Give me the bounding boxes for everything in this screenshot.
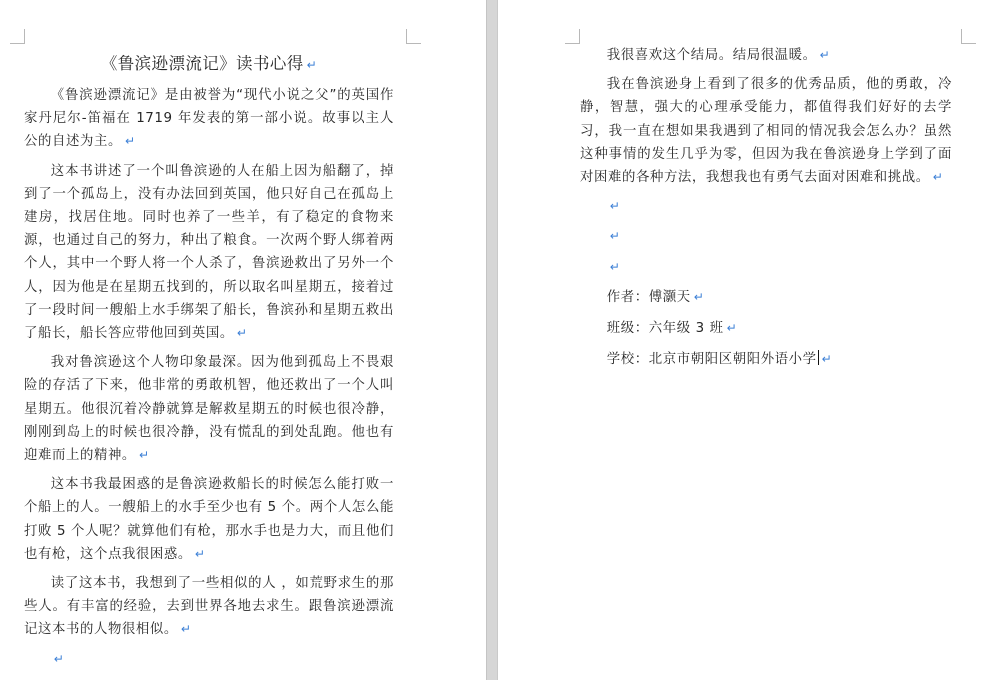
crop-mark-top-left (565, 29, 580, 44)
empty-paragraph[interactable] (580, 195, 952, 218)
empty-paragraph[interactable] (580, 225, 952, 248)
empty-paragraph[interactable] (24, 648, 394, 671)
paragraph-4[interactable]: 这本书我最困惑的是鲁滨逊救船长的时候怎么能打败一个船上的人。一艘船上的水手至少也有 5 个。两个人怎么能打败 5 个人呢？就算他们有枪，那水手也是力大，而且他们也有枪，这个点我很困惑。 ↵ (24, 477, 394, 562)
page-gutter (486, 0, 498, 680)
paragraph-mark-icon: ↵ (306, 58, 318, 72)
paragraph-mark-icon: ↵ (609, 229, 621, 244)
document-page-right[interactable] (498, 0, 991, 680)
paragraph-mark-icon: ↵ (693, 289, 705, 304)
empty-paragraph[interactable] (580, 256, 952, 279)
school-line[interactable]: 学校：北京市朝阳区朝阳外语小学 ↵ (606, 351, 833, 367)
paragraph-5[interactable]: 读了这本书，我想到了一些相似的人 ，如荒野求生的那些人。有丰富的经验，去到世界各地去求生。跟鲁滨逊漂流记这本书的人物很相似。 ↵ (24, 576, 394, 638)
paragraph-mark-icon: ↵ (138, 448, 150, 463)
right-page-body[interactable] (580, 44, 952, 379)
paragraph-3[interactable]: 我对鲁滨逊这个人物印象最深。因为他到孤岛上不畏艰险的存活了下来，他非常的勇敢机智，他还救出了一个人叫星期五。他很沉着冷静就算是解救星期五的时候也很冷静，刚刚到岛上的时候也很冷静，没有慌乱的到处乱跑。他也有迎难而上的精神。 ↵ (24, 355, 394, 464)
paragraph-6[interactable]: 我很喜欢这个结局。结局很温暖。 ↵ (606, 48, 831, 63)
paragraph-mark-icon: ↵ (236, 326, 248, 341)
paragraph-mark-icon: ↵ (194, 546, 206, 561)
document-page-left[interactable] (0, 0, 486, 680)
paragraph-mark-icon: ↵ (932, 170, 944, 185)
paragraph-mark-icon: ↵ (609, 259, 621, 274)
paragraph-mark-icon: ↵ (53, 651, 65, 666)
paragraph-mark-icon: ↵ (609, 199, 621, 214)
author-line[interactable]: 作者：傅灏天 ↵ (606, 289, 705, 305)
class-line[interactable]: 班级：六年级 3 班 ↵ (606, 320, 738, 336)
crop-mark-top-right (406, 29, 421, 44)
text-cursor (818, 350, 819, 365)
paragraph-mark-icon: ↵ (726, 320, 738, 335)
paragraph-mark-icon: ↵ (819, 48, 831, 62)
paragraph-mark-icon: ↵ (821, 351, 833, 366)
left-page-body[interactable] (24, 51, 394, 678)
paragraph-2[interactable]: 这本书讲述了一个叫鲁滨逊的人在船上因为船翻了，掉到了一个孤岛上，没有办法回到英国，他只好自己在孤岛上建房，找居住地。同时也养了一些羊，有了稳定的食物来源，也通过自己的努力，种出了粮食。一次两个野人绑着两个人，其中一个野人将一个人杀了，鲁滨逊救出了另外一个人，因为他是在星期五找到的，所以取名叫星期五，接着过了一段时间一艘船上水手绑架了船长，鲁滨孙和星期五救出了船长，船长答应带他回到英国。 ↵ (24, 163, 394, 342)
paragraph-mark-icon: ↵ (124, 134, 136, 149)
paragraph-1[interactable]: 《鲁滨逊漂流记》是由被誉为“现代小说之父”的英国作家丹尼尔-笛福在 1719 年发表的第一部小说。故事以主人公的自述为主。 ↵ (24, 88, 394, 150)
crop-mark-top-left (10, 29, 25, 44)
paragraph-mark-icon: ↵ (180, 622, 192, 637)
essay-title[interactable]: 《鲁滨逊漂流记》读书心得 ↵ (100, 54, 318, 73)
crop-mark-top-right (961, 29, 976, 44)
paragraph-7[interactable]: 我在鲁滨逊身上看到了很多的优秀品质，他的勇敢，冷静，智慧，强大的心理承受能力，都值得我们好好的去学习，我一直在想如果我遇到了相同的情况我会怎么办？虽然这种事情的发生几乎为零，但因为我在鲁滨逊身上学到了面对困难的各种方法，我想我也有勇气去面对困难和挑战。 ↵ (580, 77, 952, 186)
